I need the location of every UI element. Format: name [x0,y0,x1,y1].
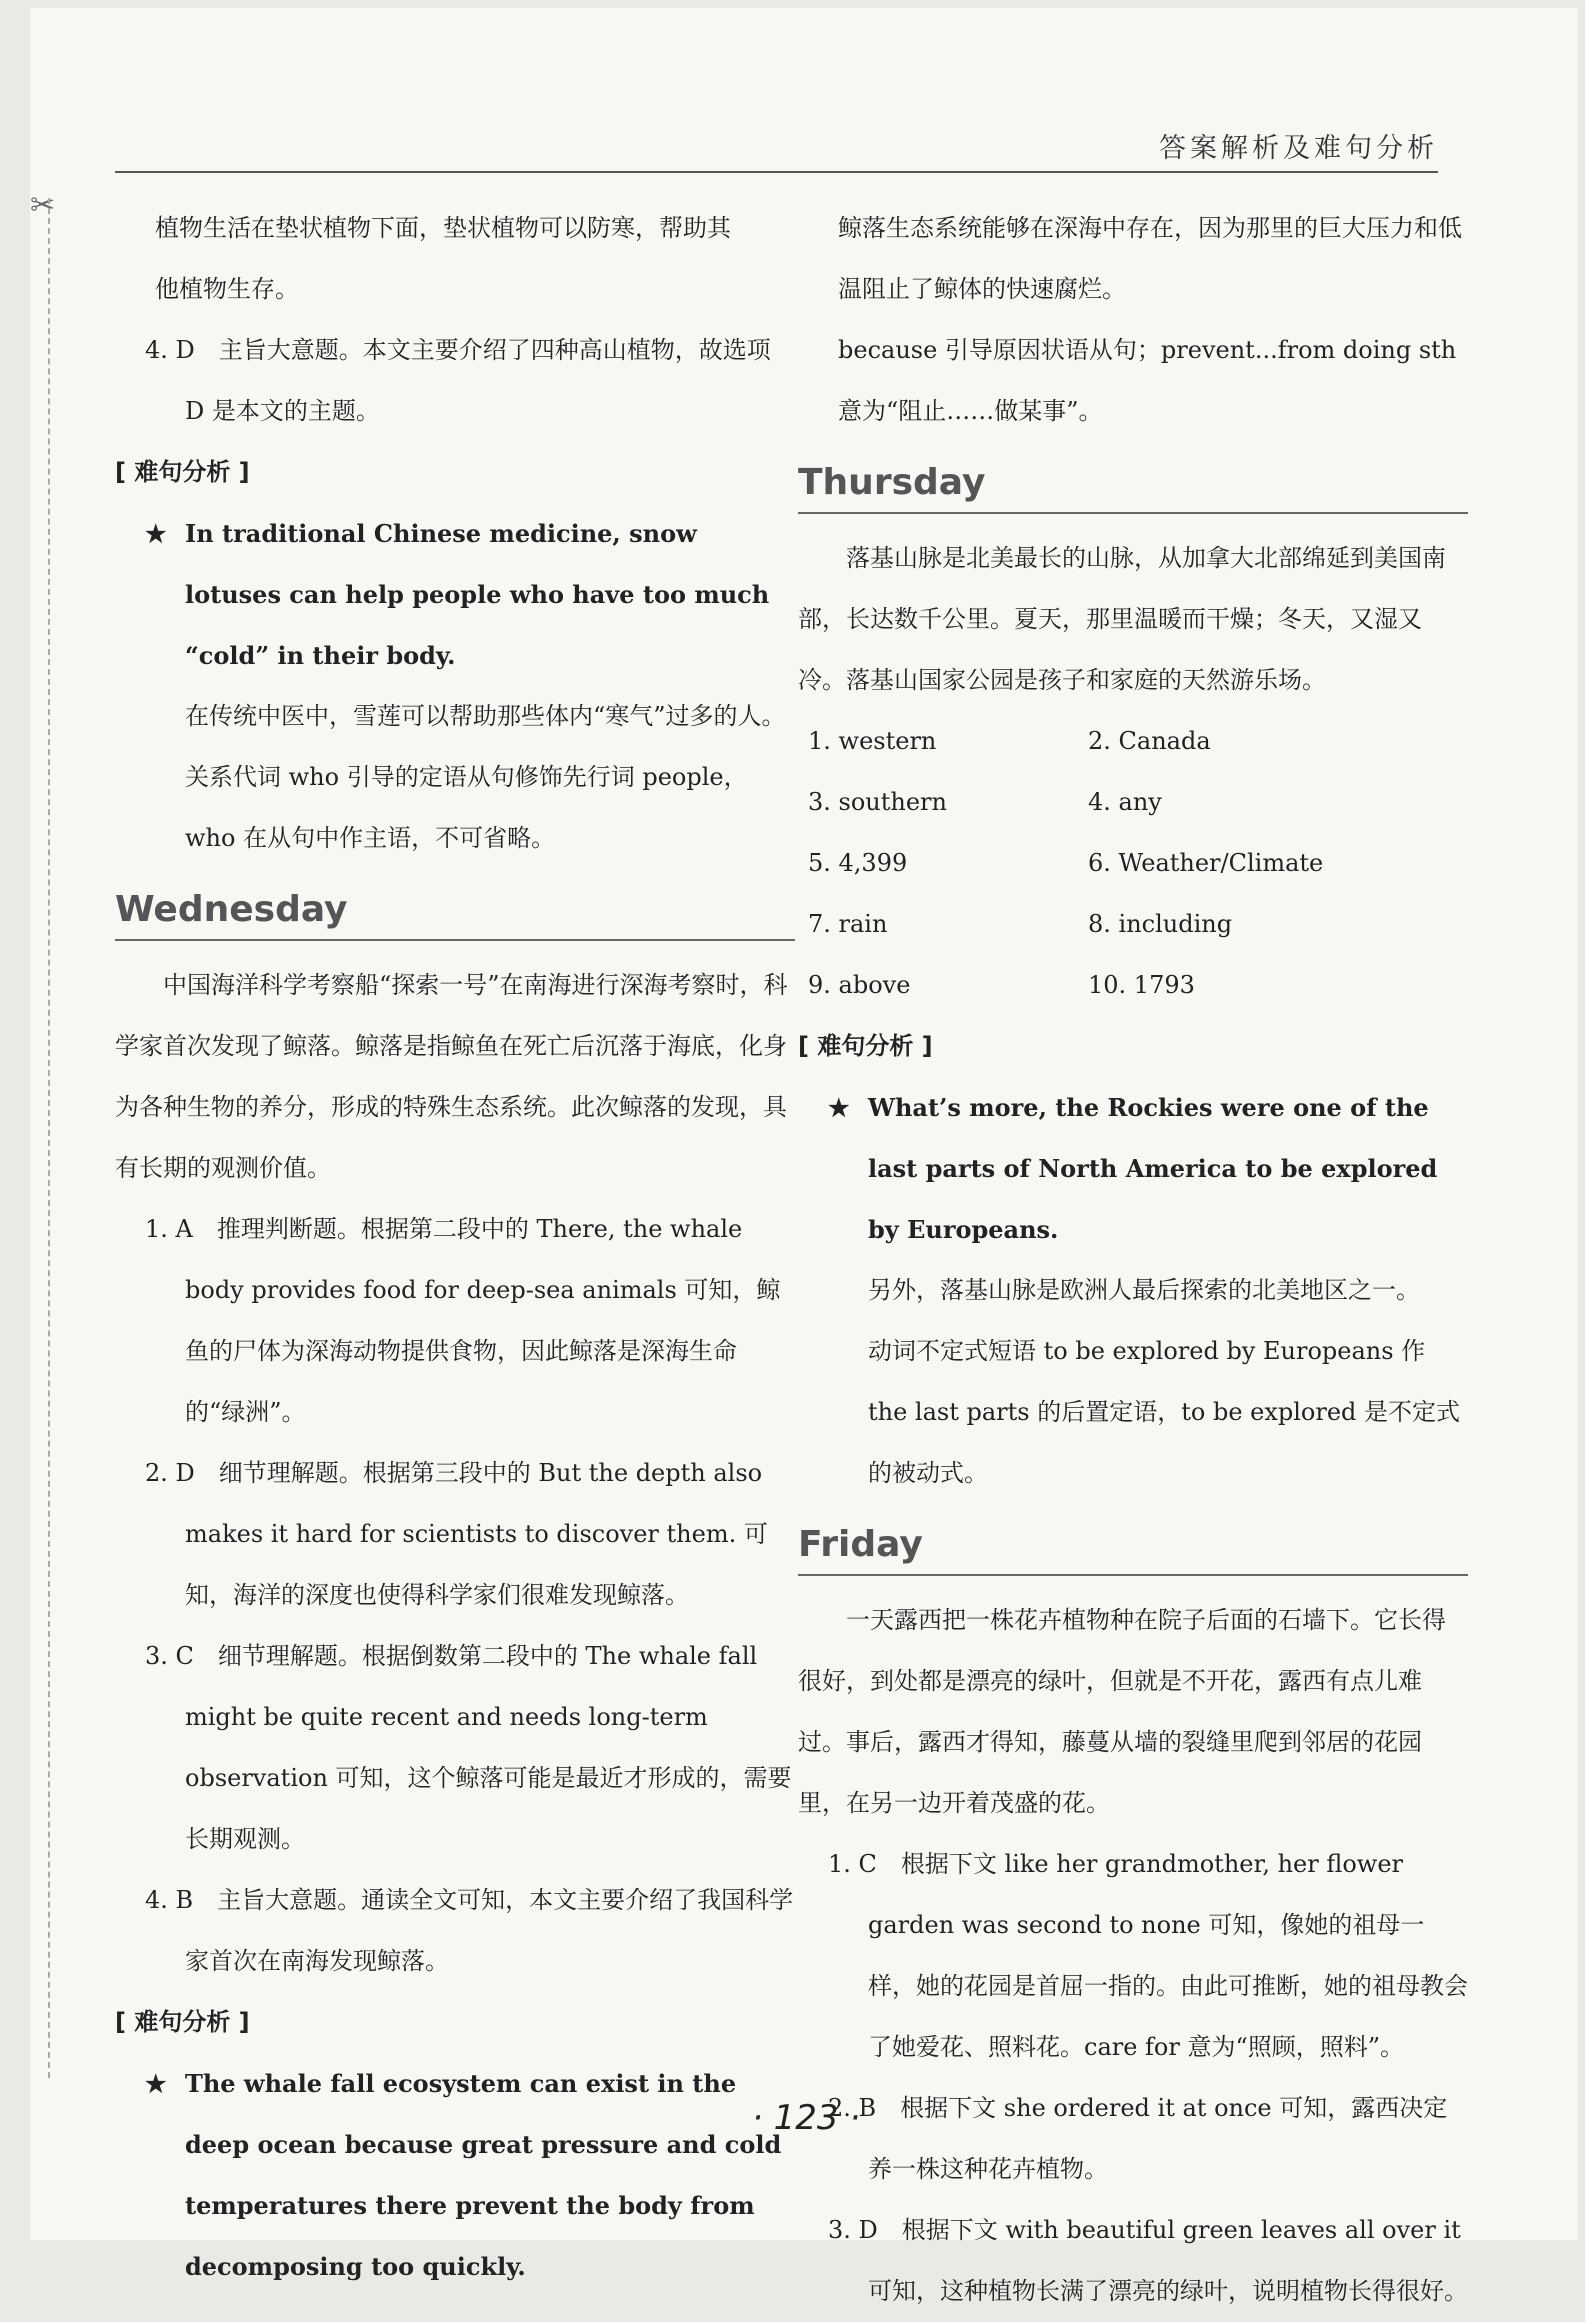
day-heading: Thursday [798,458,1468,514]
section-title: [ 难句分析 ] [115,2008,250,2036]
cut-line [48,198,50,2078]
answer-item: 4. D 主旨大意题。本文主要介绍了四种高山植物，故选项 D 是本文的主题。 [145,336,771,425]
day-heading: Friday [798,1520,1468,1576]
answer-grid [798,711,1468,1016]
header-rule [115,171,1438,173]
running-header: 答案解析及难句分析 [1159,133,1438,164]
answer-item: 4. B 主旨大意题。通读全文可知，本文主要介绍了我国科学家首次在南海发现鲸落。 [145,1886,794,1975]
passage-summary: 一天露西把一株花卉植物种在院子后面的石墙下。它长得很好，到处都是漂亮的绿叶，但就是不开花，露西有点儿难过。事后，露西才得知，藤蔓从墙的裂缝里爬到邻居的花园里，在另一边开着茂盛的花。 [798,1606,1446,1817]
star-icon: ★ [828,1093,850,1122]
star-icon: ★ [145,2069,167,2098]
answer-item: 1. western [808,727,937,755]
answer-item: 2. D 细节理解题。根据第三段中的 But the depth also makes it hard for scientists to discover them. 可知，海洋的深度也使得科学家们很难发现鲸落。 [145,1459,768,1609]
hard-sentence [115,2053,795,2297]
answer-item: 1. A 推理判断题。根据第二段中的 There, the whale body provides food for deep-sea animals 可知，鲸鱼的尸体为深海动物提供食物，因此鲸落是深海生命的“绿洲”。 [145,1215,781,1426]
hard-sentence-text: In traditional Chinese medicine, snow lotuses can help people who have too much “cold” in their body. [185,519,770,670]
text-line: 他植物生存。 [155,275,299,303]
answer-item: 5. 4,399 [808,849,908,877]
day-heading: Wednesday [115,885,795,941]
scissors-icon: ✂ [30,188,56,223]
answer-item: 4. any [1088,788,1162,816]
grammar-note: 关系代词 who 引导的定语从句修饰先行词 people，who 在从句中作主语，不可省略。 [185,763,748,852]
answer-item: 2. Canada [1088,727,1211,755]
section-title: [ 难句分析 ] [115,458,250,486]
page-number: · 123 · [752,2098,861,2138]
hard-sentence [115,503,795,686]
answer-item: 3. southern [808,788,947,816]
hard-sentence-text: The whale fall ecosystem can exist in the deep ocean because great pressure and cold temperatures there prevent the body from decomposing too quickly. [185,2069,782,2281]
answer-item: 3. D 根据下文 with beautiful green leaves all over it 可知，这种植物长满了漂亮的绿叶，说明植物长得很好。 [828,2216,1468,2305]
answer-item: 7. rain [808,910,888,938]
answer-item: 8. including [1088,910,1233,938]
text-line: 植物生活在垫状植物下面，垫状植物可以防寒，帮助其 [155,214,731,242]
answer-item: 6. Weather/Climate [1088,849,1324,877]
answer-item: 3. C 细节理解题。根据倒数第二段中的 The whale fall might be quite recent and needs long-term observation 可知，这个鲸落可能是最近才形成的，需要长期观测。 [145,1642,792,1853]
translation: 在传统中医中，雪莲可以帮助那些体内“寒气”过多的人。 [185,702,786,730]
star-icon: ★ [145,519,167,548]
answer-item: 9. above [808,971,911,999]
section-title: [ 难句分析 ] [798,1032,933,1060]
answer-item: 10. 1793 [1088,971,1195,999]
hard-sentence-text: What’s more, the Rockies were one of the last parts of North America to be explored by Europeans. [868,1093,1438,1244]
right-column [798,198,1468,2322]
translation: 鲸落生态系统能够在深海中存在，因为那里的巨大压力和低温阻止了鲸体的快速腐烂。 [838,214,1462,303]
page [30,8,1578,2305]
translation: 另外，落基山脉是欧洲人最后探索的北美地区之一。 [868,1276,1420,1304]
passage-summary: 中国海洋科学考察船“探索一号”在南海进行深海考察时，科学家首次发现了鲸落。鲸落是指鲸鱼在死亡后沉落于海底，化身为各种生物的养分，形成的特殊生态系统。此次鲸落的发现，具有长期的观测价值。 [115,971,788,1182]
left-column [115,198,795,2297]
grammar-note: 动词不定式短语 to be explored by Europeans 作 the last parts 的后置定语，to be explored 是不定式的被动式。 [868,1337,1461,1487]
answer-item: 1. C 根据下文 like her grandmother, her flower garden was second to none 可知，像她的祖母一样，她的花园是首屈一指的。由此可推断，她的祖母教会了她爱花、照料花。care for 意为“照顾，照料”。 [828,1850,1468,2061]
grammar-note: because 引导原因状语从句；prevent...from doing sth 意为“阻止……做某事”。 [838,336,1457,425]
hard-sentence [798,1077,1468,1260]
answer-item: 2. B 根据下文 she ordered it at once 可知，露西决定养一株这种花卉植物。 [828,2094,1448,2183]
passage-summary: 落基山脉是北美最长的山脉，从加拿大北部绵延到美国南部，长达数千公里。夏天，那里温暖而干燥；冬天，又湿又冷。落基山国家公园是孩子和家庭的天然游乐场。 [798,544,1446,694]
